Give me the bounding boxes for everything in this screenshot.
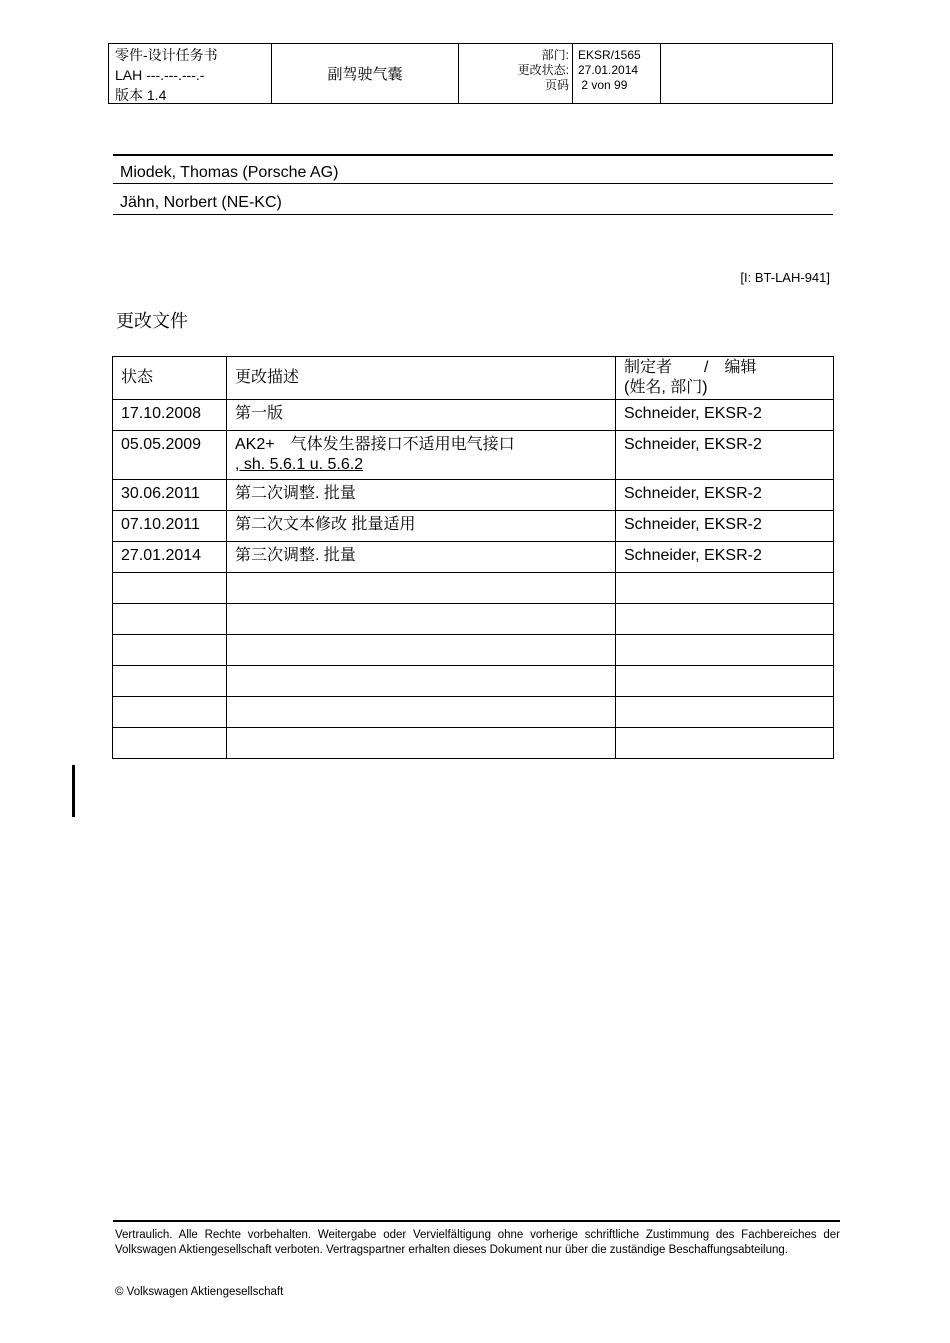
row-author	[616, 573, 834, 604]
row-author: Schneider, EKSR-2	[616, 431, 834, 480]
row-description	[227, 511, 616, 542]
table-row	[113, 573, 834, 604]
dept-value: EKSR/1565	[578, 48, 641, 62]
col-header-status: 状态	[113, 357, 227, 400]
table-row	[113, 604, 834, 635]
doc-part-number: LAH ---.---.---.-	[115, 67, 205, 83]
table-row	[113, 400, 834, 431]
names-divider	[113, 183, 833, 184]
row-author	[616, 728, 834, 759]
row-date: 07.10.2011	[113, 511, 227, 542]
empty-header-cell	[661, 44, 832, 103]
name-entry: Miodek, Thomas (Porsche AG)	[120, 164, 339, 181]
row-description	[227, 573, 616, 604]
doc-subject: 副驾驶气囊	[327, 66, 403, 83]
row-description	[227, 728, 616, 759]
footer-rule	[113, 1220, 840, 1222]
copyright-notice: © Volkswagen Aktiengesellschaft	[115, 1286, 284, 1298]
row-description	[227, 635, 616, 666]
doc-subject-cell	[272, 44, 459, 103]
page-label: 页码	[544, 78, 569, 92]
row-description	[227, 697, 616, 728]
names-bottom-rule	[113, 214, 833, 215]
row-author	[616, 635, 834, 666]
meta-values-cell	[573, 44, 661, 103]
doc-title-cell	[109, 44, 272, 103]
table-row	[113, 697, 834, 728]
row-description	[227, 480, 616, 511]
change-bar	[72, 765, 75, 817]
row-description-line: AK2+ 气体发生器接口不适用电气接口	[235, 436, 515, 453]
author-header-line2: (姓名, 部门)	[624, 379, 708, 396]
author-header-line1: 制定者 / 编辑	[624, 359, 757, 376]
row-description-line: , sh. 5.6.1 u. 5.6.2	[235, 456, 364, 473]
table-row	[113, 728, 834, 759]
row-date: 27.01.2014	[113, 542, 227, 573]
table-row	[113, 635, 834, 666]
row-description-line: 第一版	[235, 405, 284, 422]
row-author: Schneider, EKSR-2	[616, 542, 834, 573]
row-date	[113, 635, 227, 666]
row-date: 17.10.2008	[113, 400, 227, 431]
doc-version: 版本 1.4	[115, 87, 167, 103]
status-value: 27.01.2014	[578, 63, 639, 77]
row-description-line: 第三次调整. 批量	[235, 547, 356, 564]
col-header-description: 更改描述	[227, 357, 616, 400]
row-date	[113, 573, 227, 604]
row-description-line: 第二次调整. 批量	[235, 485, 356, 502]
table-row	[113, 666, 834, 697]
document-header	[108, 43, 833, 104]
row-description	[227, 666, 616, 697]
row-description	[227, 400, 616, 431]
confidentiality-notice: Vertraulich. Alle Rechte vorbehalten. Weitergabe oder Vervielfältigung ohne vorherige schriftliche Zustimmung des Fachbereiches der Volkswagen Aktiengesellschaft verboten. Vertragspartner erhalten dieses Dokument nur über die zuständige Beschaffungsabteilung.	[115, 1229, 840, 1256]
row-author	[616, 697, 834, 728]
row-author	[616, 666, 834, 697]
status-label: 更改状态:	[517, 63, 569, 77]
row-description-line: 第二次文本修改 批量适用	[235, 516, 416, 533]
requirement-reference: [I: BT-LAH-941]	[740, 270, 830, 285]
table-header-row	[113, 357, 834, 400]
row-date: 30.06.2011	[113, 480, 227, 511]
table-row	[113, 431, 834, 480]
row-date	[113, 666, 227, 697]
names-top-rule	[113, 154, 833, 156]
row-date	[113, 604, 227, 635]
meta-labels-cell	[459, 44, 573, 103]
table-row	[113, 511, 834, 542]
doc-title: 零件-设计任务书	[115, 47, 218, 63]
section-title: 更改文件	[116, 311, 188, 331]
row-description	[227, 431, 616, 480]
row-author: Schneider, EKSR-2	[616, 511, 834, 542]
row-description	[227, 604, 616, 635]
row-author: Schneider, EKSR-2	[616, 480, 834, 511]
row-author	[616, 604, 834, 635]
table-row	[113, 542, 834, 573]
row-date	[113, 697, 227, 728]
change-history-table	[112, 356, 834, 759]
row-date	[113, 728, 227, 759]
row-author: Schneider, EKSR-2	[616, 400, 834, 431]
col-header-author	[616, 357, 834, 400]
table-row	[113, 480, 834, 511]
page-value: 2 von 99	[578, 78, 628, 92]
row-date: 05.05.2009	[113, 431, 227, 480]
dept-label: 部门:	[541, 48, 569, 62]
name-entry: Jähn, Norbert (NE-KC)	[120, 194, 282, 211]
row-description	[227, 542, 616, 573]
